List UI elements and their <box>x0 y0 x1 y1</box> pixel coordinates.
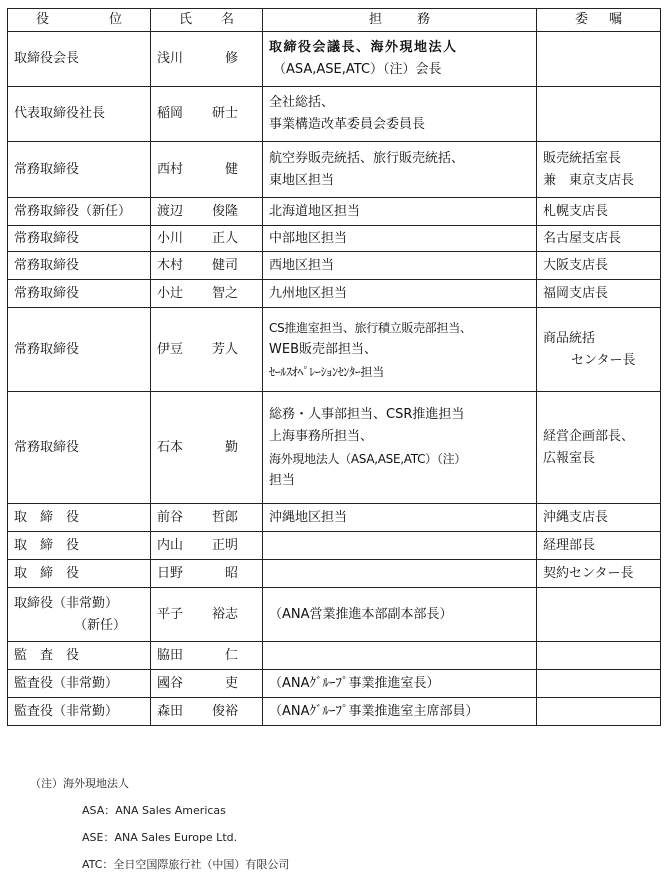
table-row <box>8 32 661 87</box>
table-row <box>8 226 661 252</box>
name-family: 浅川 <box>157 51 184 66</box>
header-duty-char-2: 務 <box>416 12 430 27</box>
row-name <box>151 698 263 726</box>
table-row <box>8 560 661 588</box>
commission-line: 名古屋支店長 <box>543 230 622 246</box>
row-name <box>151 87 263 142</box>
row-position <box>8 588 151 642</box>
row-duty <box>263 392 537 504</box>
name-given: 修 <box>224 51 238 66</box>
row-commission <box>537 504 661 532</box>
commission-line: 札幌支店長 <box>543 203 609 219</box>
commission-line: 沖縄支店長 <box>543 509 609 525</box>
name-family: 木村 <box>157 257 184 273</box>
duty-line: 取締役会議長、海外現地法人 <box>269 40 458 55</box>
row-name <box>151 532 263 560</box>
table-header-row <box>8 9 661 32</box>
row-duty <box>263 87 537 142</box>
name-given: 俊隆 <box>211 203 238 219</box>
row-duty <box>263 560 537 588</box>
row-position: 監査役（非常勤） <box>8 698 151 726</box>
name-family: 石本 <box>157 439 184 455</box>
row-position: 常務取締役 <box>8 392 151 504</box>
name-given: 健 <box>224 161 238 177</box>
name-family: 西村 <box>157 161 184 177</box>
row-position: 常務取締役 <box>8 142 151 198</box>
name-family: 小川 <box>157 230 184 246</box>
name-given: 研士 <box>211 106 238 121</box>
row-commission <box>537 560 661 588</box>
row-position: 代表取締役社長 <box>8 87 151 142</box>
row-name <box>151 142 263 198</box>
table-row <box>8 142 661 198</box>
table-row <box>8 532 661 560</box>
commission-line: 兼 東京支店長 <box>543 172 635 188</box>
footnote-title: （注）海外現地法人 <box>30 777 129 790</box>
table-row <box>8 670 661 698</box>
row-duty <box>263 280 537 308</box>
table-row <box>8 698 661 726</box>
table-row <box>8 87 661 142</box>
table-row <box>8 642 661 670</box>
row-duty <box>263 252 537 280</box>
header-position <box>8 9 151 32</box>
executive-roster-table <box>7 8 661 726</box>
row-duty <box>263 142 537 198</box>
row-commission <box>537 198 661 226</box>
row-duty <box>263 32 537 87</box>
header-commission-char-2: 嘱 <box>608 12 622 27</box>
footnote-item: ATC：全日空国際旅行社（中国）有限公司 <box>82 858 290 871</box>
commission-line: 商品統括 <box>543 330 596 346</box>
row-commission <box>537 280 661 308</box>
row-name <box>151 588 263 642</box>
duty-line: 全社総括、 <box>269 95 335 110</box>
row-commission <box>537 670 661 698</box>
commission-line: 福岡支店長 <box>543 285 609 301</box>
commission-line: 経営企画部長、 <box>543 428 635 444</box>
duty-line: 航空券販売統括、旅行販売統括、 <box>269 150 465 166</box>
commission-line: 契約センター長 <box>543 565 634 581</box>
duty-line: WEB販売部担当、 <box>269 341 377 357</box>
duty-line: 上海事務所担当、 <box>269 428 374 444</box>
row-position: 取 締 役 <box>8 560 151 588</box>
row-commission <box>537 588 661 642</box>
duty-line: 北海道地区担当 <box>269 203 361 219</box>
name-given: 哲郎 <box>211 509 238 525</box>
row-name <box>151 670 263 698</box>
duty-line: 総務・人事部担当、CSR推進担当 <box>269 406 465 422</box>
row-position: 常務取締役 <box>8 226 151 252</box>
row-name <box>151 560 263 588</box>
table-row <box>8 588 661 642</box>
footnotes <box>30 770 289 878</box>
commission-line: 広報室長 <box>543 450 596 466</box>
header-duty-char-1: 担 <box>369 12 383 27</box>
name-family: 國谷 <box>157 675 184 691</box>
duty-line: 事業構造改革委員会委員長 <box>269 117 426 132</box>
row-duty <box>263 670 537 698</box>
row-name <box>151 252 263 280</box>
name-given: 健司 <box>211 257 238 273</box>
row-commission <box>537 32 661 87</box>
duty-line: 海外現地法人（ASA,ASE,ATC）（注） <box>269 451 466 466</box>
row-position: 取 締 役 <box>8 532 151 560</box>
header-name-char-2: 名 <box>220 12 234 27</box>
header-commission <box>537 9 661 32</box>
row-position: 常務取締役 <box>8 252 151 280</box>
name-given: 正人 <box>211 230 238 246</box>
name-family: 渡辺 <box>157 203 184 219</box>
row-duty <box>263 226 537 252</box>
name-given: 仁 <box>224 647 238 663</box>
row-duty <box>263 588 537 642</box>
position-main: 取締役（非常勤） <box>14 595 119 611</box>
row-duty <box>263 642 537 670</box>
row-duty <box>263 532 537 560</box>
name-given: 昭 <box>224 565 238 581</box>
name-family: 稲岡 <box>157 106 184 121</box>
header-name <box>151 9 263 32</box>
table-row <box>8 392 661 504</box>
duty-line: 担当 <box>269 472 296 488</box>
name-given: 智之 <box>211 285 238 301</box>
duty-line: （ASA,ASE,ATC）（注）会長 <box>273 62 442 77</box>
table-row <box>8 198 661 226</box>
row-name <box>151 198 263 226</box>
name-family: 平子 <box>157 606 184 622</box>
name-given: 勤 <box>224 439 238 455</box>
row-commission <box>537 642 661 670</box>
row-commission <box>537 252 661 280</box>
row-name <box>151 392 263 504</box>
table-row <box>8 308 661 392</box>
commission-line: 大阪支店長 <box>543 257 609 273</box>
duty-line: 中部地区担当 <box>269 230 348 246</box>
name-given: 裕志 <box>211 606 238 622</box>
table-row <box>8 504 661 532</box>
name-family: 日野 <box>157 565 184 581</box>
header-position-char-1: 役 <box>36 12 50 27</box>
duty-line: （ANAｸﾞﾙｰﾌﾟ事業推進室長） <box>269 675 440 691</box>
row-position: 監 査 役 <box>8 642 151 670</box>
name-given: 正明 <box>211 537 238 553</box>
name-given: 吏 <box>224 675 238 691</box>
commission-line: センター長 <box>571 352 636 368</box>
duty-line: （ANA営業推進本部副本部長） <box>269 606 453 622</box>
row-commission <box>537 392 661 504</box>
name-family: 脇田 <box>157 647 184 663</box>
name-given: 芳人 <box>211 341 238 357</box>
header-position-char-2: 位 <box>108 12 122 27</box>
row-name <box>151 32 263 87</box>
name-family: 前谷 <box>157 509 184 525</box>
header-commission-char-1: 委 <box>575 12 589 27</box>
row-position: 取 締 役 <box>8 504 151 532</box>
commission-line: 経理部長 <box>543 537 596 553</box>
row-position: 監査役（非常勤） <box>8 670 151 698</box>
name-family: 森田 <box>157 703 184 719</box>
row-name <box>151 504 263 532</box>
row-position: 常務取締役 <box>8 280 151 308</box>
duty-line: 九州地区担当 <box>269 285 348 301</box>
row-commission <box>537 87 661 142</box>
footnote-item: ASA：ANA Sales Americas <box>82 804 226 817</box>
duty-line: 沖縄地区担当 <box>269 509 348 525</box>
name-family: 伊豆 <box>157 341 184 357</box>
row-commission <box>537 142 661 198</box>
row-commission <box>537 532 661 560</box>
duty-line: 西地区担当 <box>269 257 335 273</box>
position-sub: （新任） <box>74 617 127 633</box>
duty-line: CS推進室担当、旅行積立販売部担当、 <box>269 320 472 335</box>
row-name <box>151 308 263 392</box>
row-name <box>151 226 263 252</box>
row-name <box>151 642 263 670</box>
row-duty <box>263 504 537 532</box>
row-commission <box>537 308 661 392</box>
row-position: 取締役会長 <box>8 32 151 87</box>
row-commission <box>537 698 661 726</box>
duty-line: 東地区担当 <box>269 172 335 188</box>
name-family: 内山 <box>157 537 184 553</box>
name-given: 俊裕 <box>211 703 238 719</box>
table-row <box>8 252 661 280</box>
header-name-char-1: 氏 <box>179 12 193 27</box>
duty-line: （ANAｸﾞﾙｰﾌﾟ事業推進室主席部員） <box>269 703 479 719</box>
row-duty <box>263 698 537 726</box>
footnote-item: ASE：ANA Sales Europe Ltd. <box>82 831 238 844</box>
row-duty <box>263 198 537 226</box>
commission-line: 販売統括室長 <box>543 150 622 166</box>
table-row <box>8 280 661 308</box>
row-duty <box>263 308 537 392</box>
row-name <box>151 280 263 308</box>
row-commission <box>537 226 661 252</box>
name-family: 小辻 <box>157 285 184 301</box>
row-position: 常務取締役（新任） <box>8 198 151 226</box>
row-position: 常務取締役 <box>8 308 151 392</box>
header-duty <box>263 9 537 32</box>
duty-line: ｾｰﾙｽｵﾍﾟﾚｰｼｮﾝｾﾝﾀｰ担当 <box>269 364 384 379</box>
